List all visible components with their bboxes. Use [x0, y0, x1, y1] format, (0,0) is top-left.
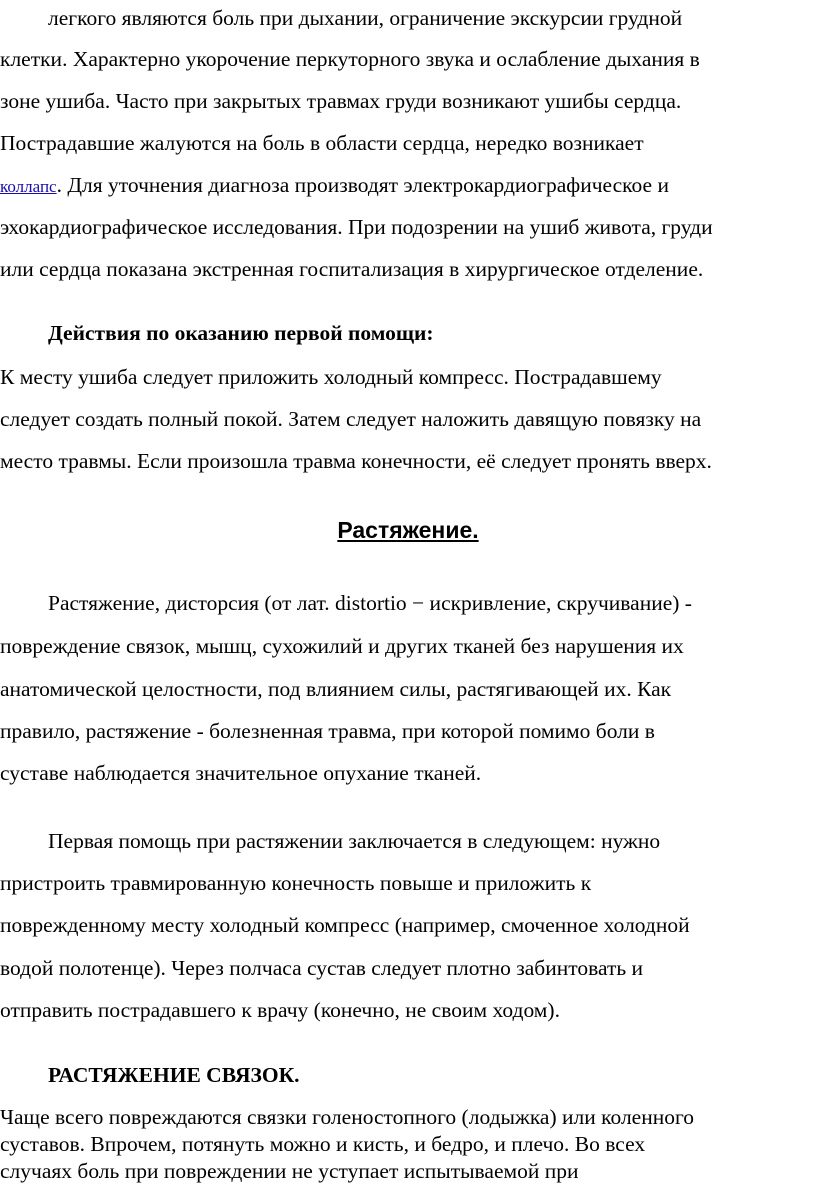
- text-line: анатомической целостности, под влиянием силы, растягивающей их. Как: [0, 677, 672, 701]
- section-title: Растяжение.: [337, 517, 479, 543]
- text-line: поврежденному месту холодный компресс (например, смоченное холодной: [0, 913, 690, 937]
- text-line: повреждение связок, мышц, сухожилий и других тканей без нарушения их: [0, 634, 684, 658]
- first-aid-heading: Действия по оказанию первой помощи:: [48, 321, 434, 345]
- text-line: случаях боль при повреждении не уступает испытываемой при: [0, 1159, 579, 1183]
- collapse-link[interactable]: коллапс: [0, 177, 57, 196]
- text-line: [0, 172, 669, 200]
- text-line: следует создать полный покой. Затем следует наложить давящую повязку на: [0, 407, 702, 431]
- text-line: или сердца показана экстренная госпитализация в хирургическое отделение.: [0, 257, 704, 281]
- text-line: правило, растяжение - болезненная травма, при которой помимо боли в: [0, 719, 655, 743]
- text-line: место травмы. Если произошла травма конечности, её следует пронять вверх.: [0, 449, 712, 473]
- text-line: пристроить травмированную конечность повыше и приложить к: [0, 871, 592, 895]
- text-fragment: . Для уточнения диагноза производят электрокардиографическое и: [56, 173, 669, 197]
- text-line: легкого являются боль при дыхании, ограничение экскурсии грудной: [48, 6, 683, 30]
- text-line: Первая помощь при растяжении заключается в следующем: нужно: [48, 829, 661, 853]
- text-line: К месту ушиба следует приложить холодный компресс. Пострадавшему: [0, 365, 662, 389]
- text-line: суставе наблюдается значительное опухание тканей.: [0, 761, 482, 785]
- text-line: эхокардиографическое исследования. При подозрении на ушиб живота, груди: [0, 215, 713, 239]
- text-line: Пострадавшие жалуются на боль в области сердца, нередко возникает: [0, 131, 644, 155]
- text-line: отправить пострадавшего к врачу (конечно, не своим ходом).: [0, 998, 560, 1022]
- ligament-heading: РАСТЯЖЕНИЕ СВЯЗОК.: [48, 1063, 300, 1087]
- text-line: Чаще всего повреждаются связки голеностопного (лодыжка) или коленного: [0, 1105, 695, 1129]
- text-line: клетки. Характерно укорочение перкуторного звука и ослабление дыхания в: [0, 47, 700, 71]
- text-line: водой полотенце). Через полчаса сустав следует плотно забинтовать и: [0, 956, 644, 980]
- text-line: зоне ушиба. Часто при закрытых травмах груди возникают ушибы сердца.: [0, 89, 682, 113]
- text-line: Растяжение, дисторсия (от лат. distortio − искривление, скручивание) -: [48, 591, 692, 615]
- text-line: суставов. Впрочем, потянуть можно и кисть, и бедро, и плечо. Во всех: [0, 1132, 646, 1156]
